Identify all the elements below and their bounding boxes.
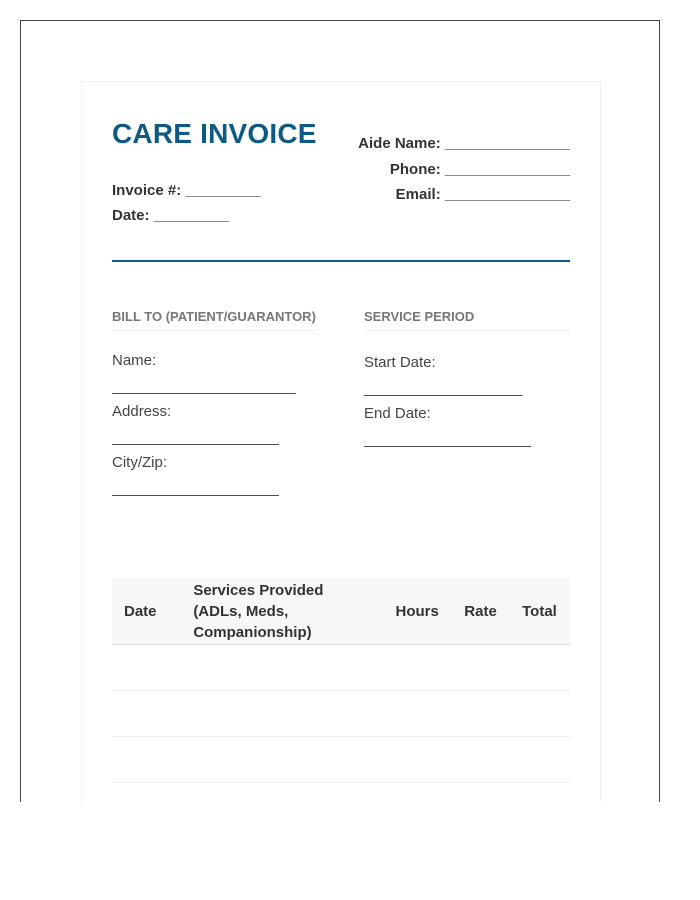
table-header-row (112, 578, 570, 645)
aide-email-field: Email: _______________ (395, 186, 570, 203)
end-date-label: End Date: (364, 405, 431, 422)
patient-city-line: ____________________ (112, 479, 279, 497)
col-date-header: Date (112, 578, 181, 645)
invoice-date-field: Date: _________ (112, 207, 229, 224)
service-period-title: SERVICE PERIOD (364, 306, 570, 331)
invoice-sheet (81, 81, 601, 802)
start-date-label: Start Date: (364, 354, 436, 371)
bill-to-block (112, 306, 317, 501)
table-row (112, 691, 570, 737)
patient-city-label: City/Zip: (112, 454, 168, 471)
patient-name-label: Name: (112, 352, 157, 369)
table-row (112, 737, 570, 783)
patient-address-label: Address: (112, 403, 172, 420)
table-row (112, 645, 570, 691)
aide-phone-field: Phone: _______________ (389, 160, 570, 178)
services-table (112, 578, 570, 802)
col-total-header: Total (510, 578, 570, 645)
page-frame (20, 20, 660, 802)
service-period-block (364, 306, 570, 452)
start-date-line: ___________________ (364, 379, 523, 397)
patient-address-line: ____________________ (112, 428, 279, 446)
invoice-meta-left (112, 178, 260, 228)
table-row (112, 783, 570, 803)
header-divider (112, 260, 570, 262)
patient-name-line: ______________________ (112, 377, 296, 395)
col-hours-header: Hours (383, 578, 452, 645)
bill-to-title: BILL TO (PATIENT/GUARANTOR) (112, 306, 317, 331)
aide-name-field: Aide Name: _______________ (358, 135, 570, 152)
col-services-header: Services Provided (ADLs, Meds, Companionship) (181, 578, 383, 645)
aide-info (358, 131, 570, 208)
invoice-number-field: Invoice #: _________ (112, 182, 261, 199)
end-date-line: ____________________ (364, 430, 531, 448)
invoice-title: CARE INVOICE (112, 118, 317, 149)
col-rate-header: Rate (452, 578, 510, 645)
